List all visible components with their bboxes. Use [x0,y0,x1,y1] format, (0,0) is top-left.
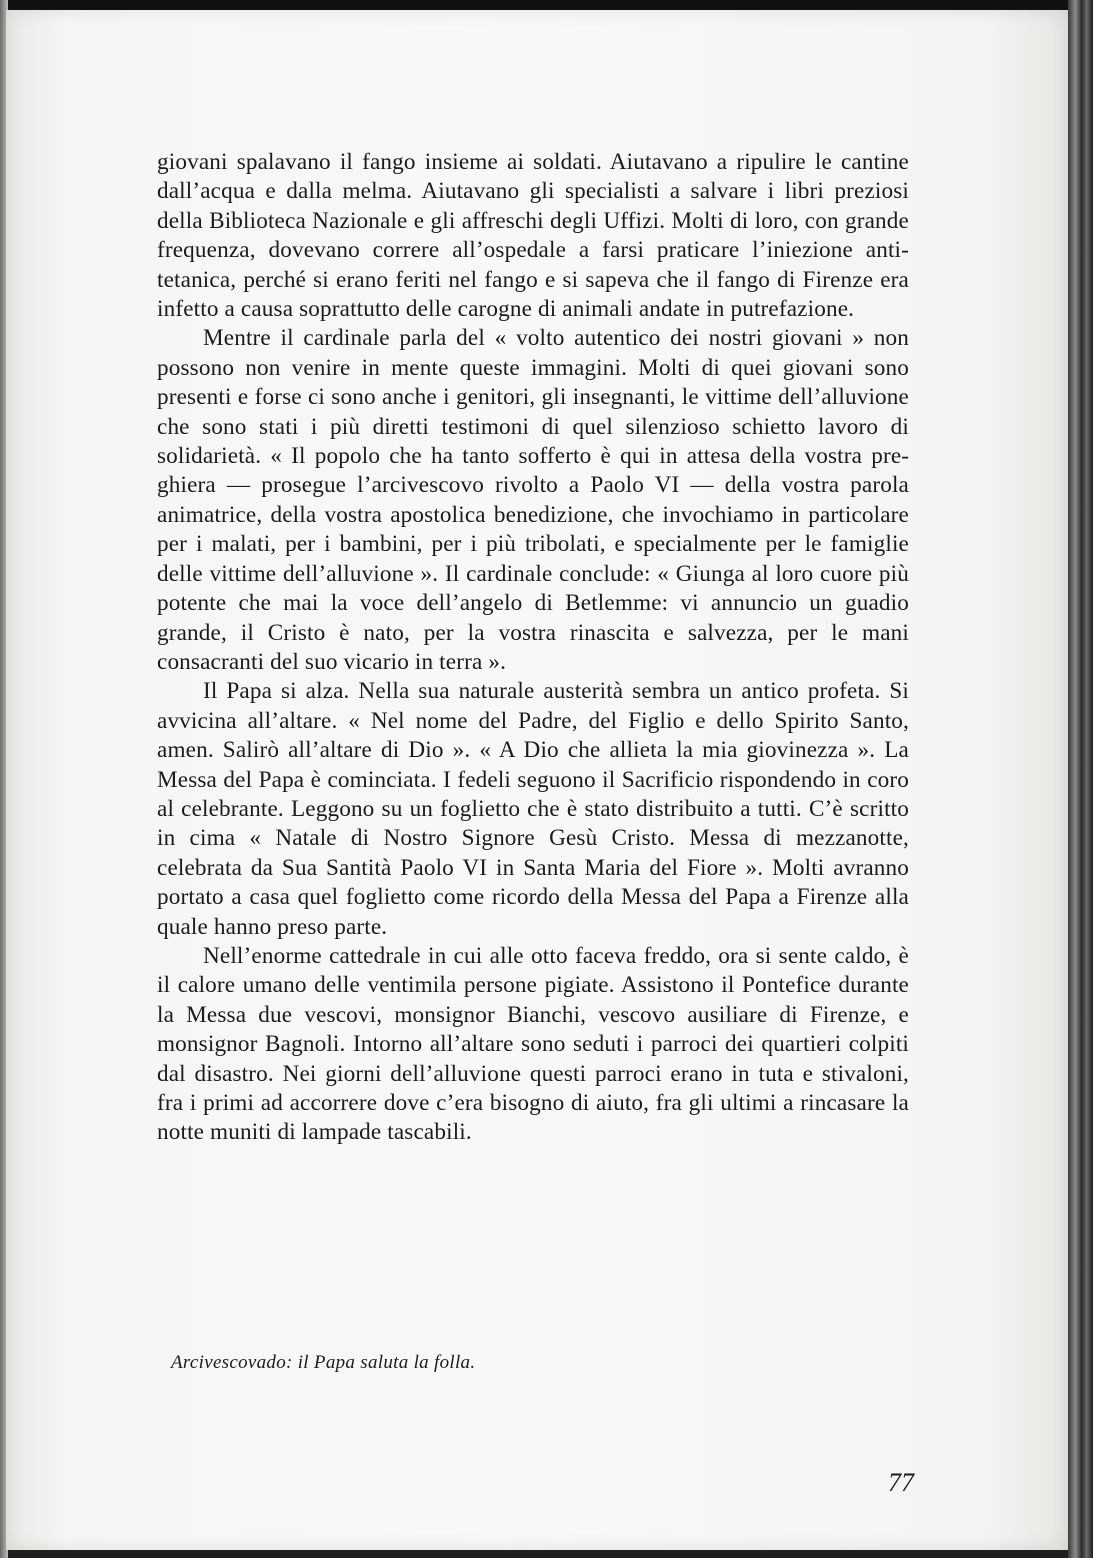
paragraph-1: giovani spalavano il fango insieme ai soldati. Aiutavano a ripulire le cantine dall’acqua e dalla melma. Aiutavano gli specialisti a salvare i libri preziosi della Biblioteca Nazionale e gli affreschi degli Uffizi. Molti di loro, con grande frequenza, dovevano correre all’ospedale a farsi praticare l’iniezione anti-tetanica, perché si erano feriti nel fango e si sapeva che il fango di Firenze era infetto a causa soprattutto delle carogne di animali andate in putrefazione. [157,149,909,323]
page-number: 77 [888,1468,914,1497]
paragraph-4: Nell’enorme cattedrale in cui alle otto faceva freddo, ora si sente caldo, è il calore umano delle ventimila persone pigiate. Assistono il Pontefice durante la Messa due vescovi, monsignor Bianchi, vescovo ausiliare di Firenze, e monsignor Bagnoli. Intorno all’altare sono seduti i parroci dei quartieri colpiti dal disastro. Nei giorni dell’alluvione questi parroci erano in tuta e stivaloni, fra i primi ad accorrere dove c’era bisogno di aiuto, fra gli ultimi a rincasare la notte muniti di lampade tascabili. [157,942,909,1146]
paragraph-2: Mentre il cardinale parla del « volto autentico dei nostri giovani » non possono non venire in mente queste immagini. Molti di quei giovani sono presenti e forse ci sono anche i genitori, gli insegnanti, le vittime dell’alluvione che sono stati i più diretti testimoni di quel silenzioso schietto lavoro di solidarietà. « Il popolo che ha tanto sofferto è qui in attesa della vostra preghiera — prosegue l’arcivescovo rivolto a Paolo VI — della vostra parola animatrice, della vostra apostolica benedizione, che invochiamo in particolare per i malati, per i bambini, per i più tribolati, e specialmente per le famiglie delle vittime dell’alluvione ». Il cardinale conclude: « Giunga al loro cuore più potente che mai la voce dell’angelo di Betlemme: vi annuncio un guadio grande, il Cristo è nato, per la vostra rinascita e salvezza, per le mani consacranti del suo vicario in terra ». [157,325,909,675]
paragraph-3: Il Papa si alza. Nella sua naturale austerità sembra un antico profeta. Si avvicina all’altare. « Nel nome del Padre, del Figlio e dello Spirito Santo, amen. Salirò all’altare di Dio ». « A Dio che allieta la mia giovinezza ». La Messa del Papa è cominciata. I fedeli seguono il Sacrificio rispondendo in coro al celebrante. Leggono su un foglietto che è stato distribuito a tutti. C’è scritto in cima « Natale di Nostro Signore Gesù Cristo. Messa di mezzanotte, celebrata da Sua Santità Paolo VI in Santa Maria del Fiore ». Molti avranno portato a casa quel foglietto come ricordo della Messa del Papa a Firenze alla quale hanno preso parte. [157,678,909,940]
body-text [157,148,909,1148]
book-spine-edge [1068,0,1093,1558]
photo-caption: Arcivescovado: il Papa saluta la folla. [171,1352,476,1373]
